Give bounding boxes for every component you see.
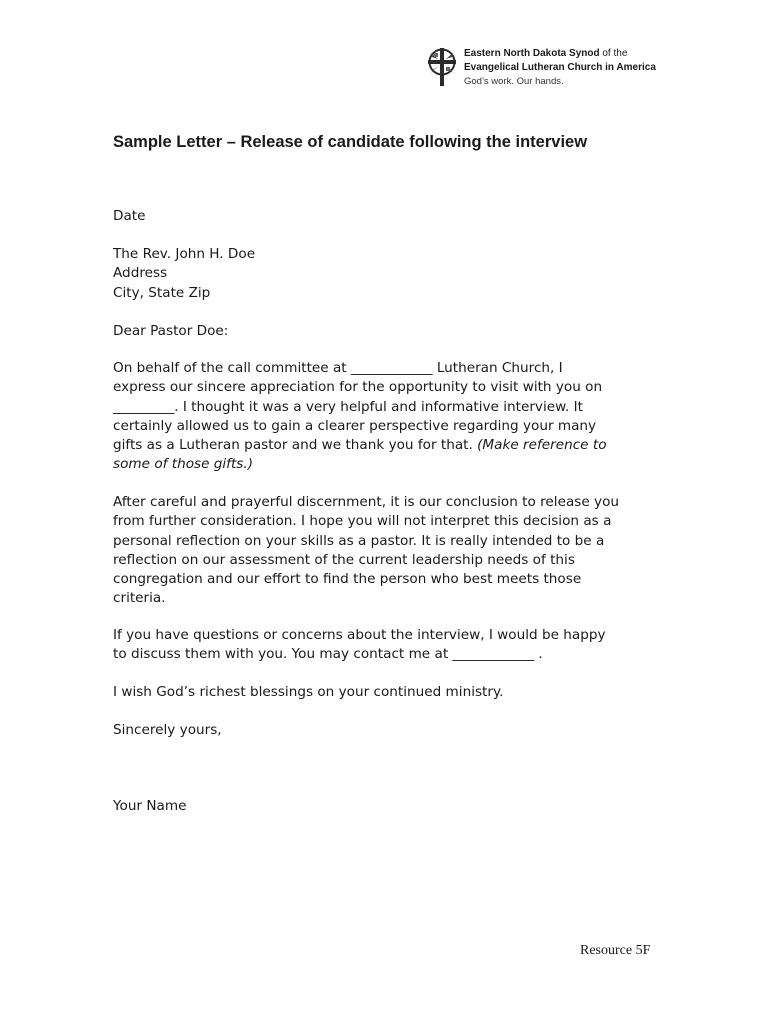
- closing: Sincerely yours,: [113, 722, 222, 738]
- paragraph-line: congregation and our effort to find the person who best meets those: [113, 571, 582, 588]
- salutation: Dear Pastor Doe:: [113, 323, 229, 339]
- paragraph-line: express our sincere appreciation for the opportunity to visit with you on: [113, 379, 603, 396]
- org-name: Eastern North Dakota Synod: [464, 48, 600, 59]
- address-line: The Rev. John H. Doe: [113, 246, 256, 262]
- paragraph-release: [113, 493, 658, 609]
- date-line: Date: [113, 208, 146, 224]
- paragraph-line: reflection on our assessment of the current leadership needs of this: [113, 551, 575, 568]
- paragraph-blessing: I wish God’s richest blessings on your continued ministry.: [113, 684, 504, 700]
- paragraph-line: personal reflection on your skills as a pastor. It is really intended to be a: [113, 532, 605, 549]
- resource-label: Resource 5F: [580, 943, 651, 958]
- recipient-address: [113, 245, 658, 303]
- paragraph-line: On behalf of the call committee at ____________ Lutheran Church, I: [113, 360, 563, 376]
- address-line: Address: [113, 265, 168, 282]
- paragraph-appreciation: [113, 359, 658, 475]
- instruction-note: (Make reference to: [477, 437, 607, 454]
- signature-name: Your Name: [113, 798, 187, 814]
- paragraph-line: criteria.: [113, 590, 166, 607]
- paragraph-line: from further consideration. I hope you will not interpret this decision as a: [113, 513, 612, 530]
- paragraph-line: [113, 436, 658, 455]
- paragraph-line: certainly allowed us to gain a clearer perspective regarding your many: [113, 417, 597, 434]
- letterhead-text: [464, 47, 656, 89]
- paragraph-line: If you have questions or concerns about the interview, I would be happy: [113, 627, 606, 643]
- elca-cross-logo-icon: [426, 47, 458, 87]
- paragraph-text: gifts as a Lutheran pastor and we thank you for that.: [113, 437, 478, 454]
- letterhead: [426, 47, 726, 95]
- paragraph-line: to discuss them with you. You may contact me at ____________ .: [113, 646, 543, 663]
- tagline: God’s work. Our hands.: [464, 76, 564, 87]
- paragraph-line: After careful and prayerful discernment, it is our conclusion to release you: [113, 494, 620, 510]
- paragraph-contact: [113, 626, 658, 665]
- paragraph-line: _________. I thought it was a very helpful and informative interview. It: [113, 398, 583, 415]
- letter-title: Sample Letter – Release of candidate following the interview: [113, 133, 588, 151]
- church-name: Evangelical Lutheran Church in America: [464, 62, 656, 73]
- of-the-label: of the: [602, 48, 628, 59]
- address-line: City, State Zip: [113, 284, 211, 301]
- instruction-note: some of those gifts.): [113, 456, 254, 473]
